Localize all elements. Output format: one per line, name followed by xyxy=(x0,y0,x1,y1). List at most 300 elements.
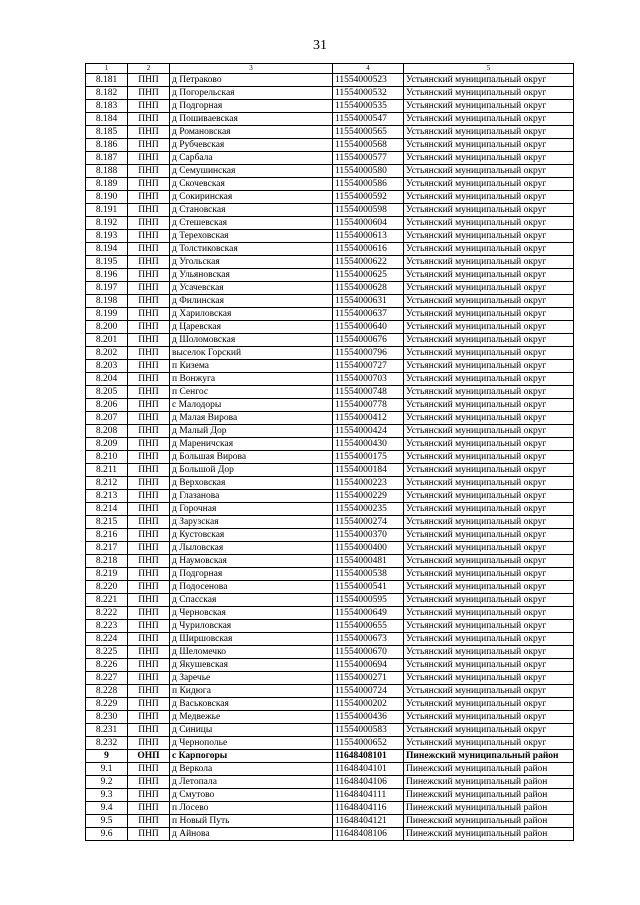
settlement-type-cell: ПНП xyxy=(128,243,170,256)
settlement-name-cell: д Подгорная xyxy=(170,100,333,113)
settlement-type-cell: ПНП xyxy=(128,607,170,620)
oktmo-code-cell: 11554000547 xyxy=(333,113,404,126)
settlement-name-cell: д Ширшовская xyxy=(170,633,333,646)
row-number-cell: 9.3 xyxy=(86,789,128,802)
oktmo-code-cell: 11554000604 xyxy=(333,217,404,230)
settlement-type-cell: ПНП xyxy=(128,126,170,139)
oktmo-code-cell: 11554000703 xyxy=(333,373,404,386)
settlement-name-cell: д Черновская xyxy=(170,607,333,620)
oktmo-code-cell: 11554000580 xyxy=(333,165,404,178)
municipality-cell: Устьянский муниципальный округ xyxy=(404,568,574,581)
municipality-cell: Устьянский муниципальный округ xyxy=(404,464,574,477)
table-row xyxy=(86,789,574,802)
row-number-cell: 9.5 xyxy=(86,815,128,828)
table-row xyxy=(86,243,574,256)
municipality-cell: Устьянский муниципальный округ xyxy=(404,620,574,633)
row-number-cell: 8.221 xyxy=(86,594,128,607)
settlement-type-cell: ПНП xyxy=(128,659,170,672)
municipality-cell: Устьянский муниципальный округ xyxy=(404,698,574,711)
settlement-type-cell: ПНП xyxy=(128,360,170,373)
oktmo-code-cell: 11554000595 xyxy=(333,594,404,607)
oktmo-code-cell: 11554000676 xyxy=(333,334,404,347)
settlement-name-cell: д Царевская xyxy=(170,321,333,334)
row-number-cell: 8.181 xyxy=(86,74,128,87)
settlement-type-cell: ПНП xyxy=(128,620,170,633)
table-row xyxy=(86,191,574,204)
table-row xyxy=(86,347,574,360)
table-row xyxy=(86,815,574,828)
settlement-name-cell: д Наумовская xyxy=(170,555,333,568)
municipality-cell: Устьянский муниципальный округ xyxy=(404,672,574,685)
row-number-cell: 8.191 xyxy=(86,204,128,217)
municipality-cell: Устьянский муниципальный округ xyxy=(404,308,574,321)
row-number-cell: 8.200 xyxy=(86,321,128,334)
settlement-type-cell: ПНП xyxy=(128,802,170,815)
oktmo-code-cell: 11554000796 xyxy=(333,347,404,360)
settlement-name-cell: д Якушевская xyxy=(170,659,333,672)
table-row xyxy=(86,373,574,386)
settlement-type-cell: ПНП xyxy=(128,113,170,126)
settlement-name-cell: д Тереховская xyxy=(170,230,333,243)
table-row xyxy=(86,204,574,217)
municipality-cell: Устьянский муниципальный округ xyxy=(404,633,574,646)
table-row xyxy=(86,802,574,815)
oktmo-code-cell: 11554000592 xyxy=(333,191,404,204)
municipality-cell: Устьянский муниципальный округ xyxy=(404,165,574,178)
settlement-type-cell: ПНП xyxy=(128,646,170,659)
row-number-cell: 8.220 xyxy=(86,581,128,594)
municipality-cell: Устьянский муниципальный округ xyxy=(404,503,574,516)
table-row xyxy=(86,490,574,503)
row-number-cell: 9.4 xyxy=(86,802,128,815)
row-number-cell: 8.227 xyxy=(86,672,128,685)
municipality-cell: Пинежский муниципальный район xyxy=(404,789,574,802)
municipality-cell: Устьянский муниципальный округ xyxy=(404,607,574,620)
table-row xyxy=(86,217,574,230)
oktmo-code-cell: 11554000598 xyxy=(333,204,404,217)
settlement-type-cell: ПНП xyxy=(128,490,170,503)
municipality-cell: Устьянский муниципальный округ xyxy=(404,711,574,724)
oktmo-code-cell: 11554000577 xyxy=(333,152,404,165)
settlement-name-cell: д Усачевская xyxy=(170,282,333,295)
oktmo-code-cell: 11554000223 xyxy=(333,477,404,490)
municipality-cell: Устьянский муниципальный округ xyxy=(404,737,574,750)
row-number-cell: 8.214 xyxy=(86,503,128,516)
settlement-type-cell: ПНП xyxy=(128,139,170,152)
municipality-cell: Устьянский муниципальный округ xyxy=(404,230,574,243)
settlement-type-cell: ПНП xyxy=(128,152,170,165)
municipality-cell: Устьянский муниципальный округ xyxy=(404,191,574,204)
settlement-name-cell: д Кустовская xyxy=(170,529,333,542)
oktmo-code-cell: 11554000778 xyxy=(333,399,404,412)
municipality-cell: Устьянский муниципальный округ xyxy=(404,113,574,126)
oktmo-code-cell: 11554000724 xyxy=(333,685,404,698)
settlement-type-cell: ПНП xyxy=(128,672,170,685)
oktmo-code-cell: 11554000202 xyxy=(333,698,404,711)
settlement-name-cell: д Глазанова xyxy=(170,490,333,503)
row-number-cell: 8.183 xyxy=(86,100,128,113)
oktmo-code-cell: 11554000649 xyxy=(333,607,404,620)
oktmo-code-cell: 11554000271 xyxy=(333,672,404,685)
table-row xyxy=(86,152,574,165)
table-row xyxy=(86,178,574,191)
table-row xyxy=(86,412,574,425)
settlement-type-cell: ПНП xyxy=(128,165,170,178)
row-number-cell: 8.215 xyxy=(86,516,128,529)
row-number-cell: 8.182 xyxy=(86,87,128,100)
settlement-name-cell: д Верховская xyxy=(170,477,333,490)
row-number-cell: 8.189 xyxy=(86,178,128,191)
oktmo-code-cell: 11554000670 xyxy=(333,646,404,659)
oktmo-code-cell: 11554000274 xyxy=(333,516,404,529)
settlement-type-cell: ПНП xyxy=(128,529,170,542)
settlement-type-cell: ПНП xyxy=(128,776,170,789)
row-number-cell: 8.204 xyxy=(86,373,128,386)
oktmo-code-cell: 11554000568 xyxy=(333,139,404,152)
settlement-type-cell: ПНП xyxy=(128,334,170,347)
oktmo-code-cell: 11554000727 xyxy=(333,360,404,373)
settlement-type-cell: ПНП xyxy=(128,347,170,360)
settlement-name-cell: д Ульяновская xyxy=(170,269,333,282)
table-row xyxy=(86,74,574,87)
row-number-cell: 8.208 xyxy=(86,425,128,438)
column-header-1: 1 xyxy=(86,64,128,74)
oktmo-code-cell: 11648408101 xyxy=(333,750,404,763)
row-number-cell: 8.223 xyxy=(86,620,128,633)
oktmo-code-cell: 11554000481 xyxy=(333,555,404,568)
table-row xyxy=(86,100,574,113)
settlement-name-cell: д Смутово xyxy=(170,789,333,802)
table-row xyxy=(86,659,574,672)
settlement-name-cell: д Лыловская xyxy=(170,542,333,555)
table-row xyxy=(86,334,574,347)
municipality-cell: Устьянский муниципальный округ xyxy=(404,334,574,347)
table-row xyxy=(86,776,574,789)
municipality-cell: Устьянский муниципальный округ xyxy=(404,685,574,698)
municipality-cell: Устьянский муниципальный округ xyxy=(404,178,574,191)
settlement-type-cell: ПНП xyxy=(128,191,170,204)
settlements-table xyxy=(85,63,574,841)
settlement-type-cell: ОНП xyxy=(128,750,170,763)
settlement-type-cell: ПНП xyxy=(128,269,170,282)
settlement-name-cell: п Вонжуга xyxy=(170,373,333,386)
row-number-cell: 8.230 xyxy=(86,711,128,724)
municipality-cell: Устьянский муниципальный округ xyxy=(404,373,574,386)
municipality-cell: Устьянский муниципальный округ xyxy=(404,477,574,490)
settlement-name-cell: д Спасская xyxy=(170,594,333,607)
table-row xyxy=(86,295,574,308)
oktmo-code-cell: 11554000637 xyxy=(333,308,404,321)
municipality-cell: Устьянский муниципальный округ xyxy=(404,516,574,529)
municipality-cell: Устьянский муниципальный округ xyxy=(404,256,574,269)
settlement-type-cell: ПНП xyxy=(128,217,170,230)
settlement-name-cell: п Сенгос xyxy=(170,386,333,399)
settlement-name-cell: д Шеломечко xyxy=(170,646,333,659)
settlement-type-cell: ПНП xyxy=(128,711,170,724)
column-header-3: 3 xyxy=(170,64,333,74)
row-number-cell: 8.188 xyxy=(86,165,128,178)
row-number-cell: 8.231 xyxy=(86,724,128,737)
settlement-name-cell: п Кидюга xyxy=(170,685,333,698)
table-row xyxy=(86,672,574,685)
row-number-cell: 8.212 xyxy=(86,477,128,490)
table-row xyxy=(86,321,574,334)
row-number-cell: 9 xyxy=(86,750,128,763)
row-number-cell: 8.229 xyxy=(86,698,128,711)
municipality-cell: Устьянский муниципальный округ xyxy=(404,542,574,555)
row-number-cell: 8.193 xyxy=(86,230,128,243)
settlement-type-cell: ПНП xyxy=(128,386,170,399)
settlement-name-cell: д Сарбала xyxy=(170,152,333,165)
settlement-name-cell: д Погорельская xyxy=(170,87,333,100)
row-number-cell: 8.199 xyxy=(86,308,128,321)
settlement-type-cell: ПНП xyxy=(128,516,170,529)
table-row xyxy=(86,724,574,737)
oktmo-code-cell: 11554000622 xyxy=(333,256,404,269)
row-number-cell: 8.198 xyxy=(86,295,128,308)
settlement-name-cell: д Зарузская xyxy=(170,516,333,529)
municipality-cell: Устьянский муниципальный округ xyxy=(404,386,574,399)
settlement-name-cell: д Становская xyxy=(170,204,333,217)
settlement-name-cell: д Рубчевская xyxy=(170,139,333,152)
settlement-name-cell: д Чернополье xyxy=(170,737,333,750)
settlement-type-cell: ПНП xyxy=(128,321,170,334)
table-row xyxy=(86,737,574,750)
settlement-type-cell: ПНП xyxy=(128,555,170,568)
settlement-type-cell: ПНП xyxy=(128,698,170,711)
oktmo-code-cell: 11554000175 xyxy=(333,451,404,464)
table-row xyxy=(86,113,574,126)
settlement-type-cell: ПНП xyxy=(128,295,170,308)
oktmo-code-cell: 11648404111 xyxy=(333,789,404,802)
settlement-name-cell: д Петраково xyxy=(170,74,333,87)
table-row xyxy=(86,750,574,763)
municipality-cell: Устьянский муниципальный округ xyxy=(404,646,574,659)
settlement-type-cell: ПНП xyxy=(128,477,170,490)
oktmo-code-cell: 11554000541 xyxy=(333,581,404,594)
table-header-row xyxy=(86,64,574,74)
table-row xyxy=(86,698,574,711)
settlement-name-cell: с Карпогоры xyxy=(170,750,333,763)
row-number-cell: 8.222 xyxy=(86,607,128,620)
row-number-cell: 8.196 xyxy=(86,269,128,282)
oktmo-code-cell: 11554000430 xyxy=(333,438,404,451)
municipality-cell: Пинежский муниципальный район xyxy=(404,763,574,776)
municipality-cell: Устьянский муниципальный округ xyxy=(404,438,574,451)
table-row xyxy=(86,828,574,841)
settlement-type-cell: ПНП xyxy=(128,464,170,477)
oktmo-code-cell: 11554000586 xyxy=(333,178,404,191)
row-number-cell: 8.186 xyxy=(86,139,128,152)
oktmo-code-cell: 11554000184 xyxy=(333,464,404,477)
settlement-name-cell: п Кизема xyxy=(170,360,333,373)
oktmo-code-cell: 11554000412 xyxy=(333,412,404,425)
settlement-name-cell: д Хариловская xyxy=(170,308,333,321)
table-row xyxy=(86,477,574,490)
row-number-cell: 9.6 xyxy=(86,828,128,841)
table-row xyxy=(86,763,574,776)
settlement-name-cell: д Веркола xyxy=(170,763,333,776)
row-number-cell: 8.206 xyxy=(86,399,128,412)
oktmo-code-cell: 11554000631 xyxy=(333,295,404,308)
oktmo-code-cell: 11554000436 xyxy=(333,711,404,724)
row-number-cell: 8.211 xyxy=(86,464,128,477)
table-row xyxy=(86,282,574,295)
municipality-cell: Пинежский муниципальный район xyxy=(404,776,574,789)
oktmo-code-cell: 11554000613 xyxy=(333,230,404,243)
table-row xyxy=(86,620,574,633)
row-number-cell: 8.202 xyxy=(86,347,128,360)
municipality-cell: Устьянский муниципальный округ xyxy=(404,347,574,360)
oktmo-code-cell: 11554000400 xyxy=(333,542,404,555)
table-row xyxy=(86,269,574,282)
settlement-type-cell: ПНП xyxy=(128,451,170,464)
oktmo-code-cell: 11554000583 xyxy=(333,724,404,737)
settlement-name-cell: д Филинская xyxy=(170,295,333,308)
settlement-type-cell: ПНП xyxy=(128,685,170,698)
municipality-cell: Устьянский муниципальный округ xyxy=(404,100,574,113)
row-number-cell: 8.216 xyxy=(86,529,128,542)
settlement-type-cell: ПНП xyxy=(128,633,170,646)
municipality-cell: Пинежский муниципальный район xyxy=(404,750,574,763)
settlement-type-cell: ПНП xyxy=(128,763,170,776)
table-row xyxy=(86,165,574,178)
column-header-4: 4 xyxy=(333,64,404,74)
settlement-name-cell: д Угольская xyxy=(170,256,333,269)
oktmo-code-cell: 11648404116 xyxy=(333,802,404,815)
settlement-type-cell: ПНП xyxy=(128,438,170,451)
column-header-5: 5 xyxy=(404,64,574,74)
municipality-cell: Устьянский муниципальный округ xyxy=(404,659,574,672)
oktmo-code-cell: 11554000532 xyxy=(333,87,404,100)
settlement-name-cell: с Малодоры xyxy=(170,399,333,412)
row-number-cell: 8.217 xyxy=(86,542,128,555)
settlement-type-cell: ПНП xyxy=(128,178,170,191)
table-row xyxy=(86,230,574,243)
settlement-name-cell: д Семушинская xyxy=(170,165,333,178)
table-row xyxy=(86,139,574,152)
settlement-name-cell: д Медвежье xyxy=(170,711,333,724)
table-row xyxy=(86,464,574,477)
settlement-name-cell: д Васьковская xyxy=(170,698,333,711)
settlement-name-cell: д Летопала xyxy=(170,776,333,789)
settlement-type-cell: ПНП xyxy=(128,503,170,516)
table-row xyxy=(86,685,574,698)
municipality-cell: Устьянский муниципальный округ xyxy=(404,555,574,568)
settlement-type-cell: ПНП xyxy=(128,204,170,217)
table-row xyxy=(86,581,574,594)
settlement-type-cell: ПНП xyxy=(128,789,170,802)
settlement-type-cell: ПНП xyxy=(128,373,170,386)
table-row xyxy=(86,594,574,607)
table-row xyxy=(86,87,574,100)
settlement-type-cell: ПНП xyxy=(128,282,170,295)
settlement-name-cell: д Романовская xyxy=(170,126,333,139)
row-number-cell: 8.195 xyxy=(86,256,128,269)
settlement-name-cell: п Лосево xyxy=(170,802,333,815)
settlement-type-cell: ПНП xyxy=(128,87,170,100)
settlement-type-cell: ПНП xyxy=(128,815,170,828)
settlement-type-cell: ПНП xyxy=(128,230,170,243)
oktmo-code-cell: 11554000370 xyxy=(333,529,404,542)
settlement-name-cell: д Подосеновa xyxy=(170,581,333,594)
settlement-name-cell: д Стешевская xyxy=(170,217,333,230)
municipality-cell: Устьянский муниципальный округ xyxy=(404,321,574,334)
table-row xyxy=(86,516,574,529)
table-row xyxy=(86,568,574,581)
row-number-cell: 8.225 xyxy=(86,646,128,659)
settlement-name-cell: д Сокиринская xyxy=(170,191,333,204)
municipality-cell: Устьянский муниципальный округ xyxy=(404,139,574,152)
municipality-cell: Устьянский муниципальный округ xyxy=(404,152,574,165)
row-number-cell: 8.184 xyxy=(86,113,128,126)
municipality-cell: Устьянский муниципальный округ xyxy=(404,451,574,464)
table-row xyxy=(86,451,574,464)
settlement-name-cell: выселок Горский xyxy=(170,347,333,360)
oktmo-code-cell: 11648404101 xyxy=(333,763,404,776)
oktmo-code-cell: 11554000535 xyxy=(333,100,404,113)
row-number-cell: 8.192 xyxy=(86,217,128,230)
row-number-cell: 8.228 xyxy=(86,685,128,698)
settlement-type-cell: ПНП xyxy=(128,568,170,581)
settlement-name-cell: д Айнова xyxy=(170,828,333,841)
municipality-cell: Устьянский муниципальный округ xyxy=(404,74,574,87)
municipality-cell: Устьянский муниципальный округ xyxy=(404,581,574,594)
row-number-cell: 8.201 xyxy=(86,334,128,347)
settlement-type-cell: ПНП xyxy=(128,308,170,321)
row-number-cell: 8.205 xyxy=(86,386,128,399)
oktmo-code-cell: 11554000640 xyxy=(333,321,404,334)
settlement-type-cell: ПНП xyxy=(128,594,170,607)
row-number-cell: 8.209 xyxy=(86,438,128,451)
oktmo-code-cell: 11554000424 xyxy=(333,425,404,438)
row-number-cell: 8.207 xyxy=(86,412,128,425)
settlement-type-cell: ПНП xyxy=(128,412,170,425)
municipality-cell: Устьянский муниципальный округ xyxy=(404,204,574,217)
settlement-name-cell: д Пошивaевская xyxy=(170,113,333,126)
municipality-cell: Пинежский муниципальный район xyxy=(404,828,574,841)
oktmo-code-cell: 11554000655 xyxy=(333,620,404,633)
oktmo-code-cell: 11554000229 xyxy=(333,490,404,503)
municipality-cell: Устьянский муниципальный округ xyxy=(404,243,574,256)
row-number-cell: 8.232 xyxy=(86,737,128,750)
oktmo-code-cell: 11554000616 xyxy=(333,243,404,256)
oktmo-code-cell: 11554000694 xyxy=(333,659,404,672)
settlement-type-cell: ПНП xyxy=(128,425,170,438)
row-number-cell: 8.197 xyxy=(86,282,128,295)
table-row xyxy=(86,386,574,399)
table-row xyxy=(86,308,574,321)
settlement-name-cell: д Подгорная xyxy=(170,568,333,581)
settlement-type-cell: ПНП xyxy=(128,542,170,555)
settlement-name-cell: д Толстиковская xyxy=(170,243,333,256)
table-row xyxy=(86,399,574,412)
municipality-cell: Устьянский муниципальный округ xyxy=(404,217,574,230)
municipality-cell: Устьянский муниципальный округ xyxy=(404,594,574,607)
settlement-name-cell: д Горочная xyxy=(170,503,333,516)
settlement-name-cell: д Большой Дор xyxy=(170,464,333,477)
row-number-cell: 8.203 xyxy=(86,360,128,373)
municipality-cell: Пинежский муниципальный район xyxy=(404,802,574,815)
municipality-cell: Устьянский муниципальный округ xyxy=(404,87,574,100)
table-row xyxy=(86,256,574,269)
settlement-type-cell: ПНП xyxy=(128,737,170,750)
municipality-cell: Устьянский муниципальный округ xyxy=(404,399,574,412)
municipality-cell: Устьянский муниципальный округ xyxy=(404,425,574,438)
municipality-cell: Устьянский муниципальный округ xyxy=(404,490,574,503)
row-number-cell: 9.1 xyxy=(86,763,128,776)
row-number-cell: 8.194 xyxy=(86,243,128,256)
